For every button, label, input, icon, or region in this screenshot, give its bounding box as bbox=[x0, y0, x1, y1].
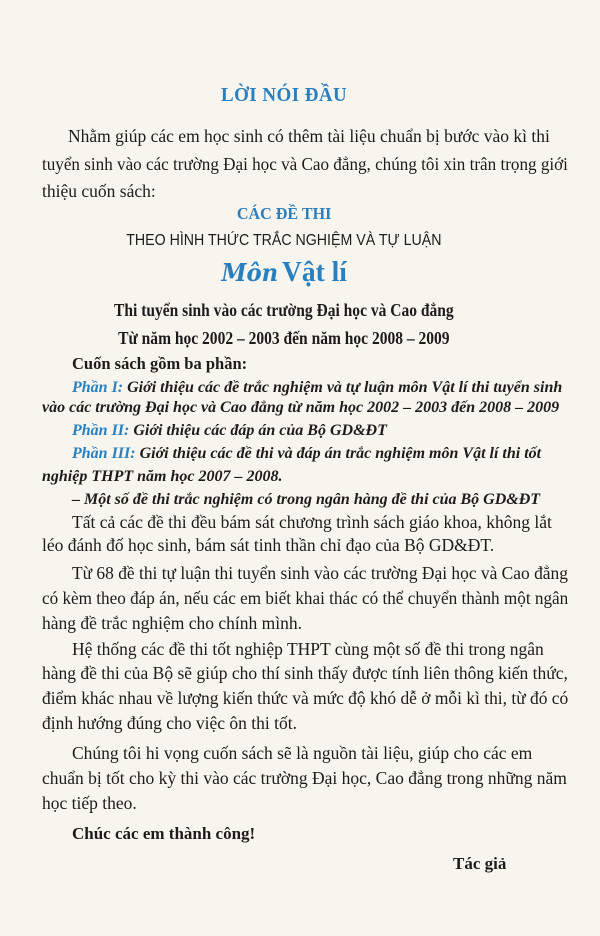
author-signature: Tác giả bbox=[453, 854, 507, 873]
part-1-text: Giới thiệu các đề trắc nghiệm và tự luận môn Vật lí thi tuyển sinh bbox=[127, 379, 563, 396]
part-3-text: Giới thiệu các đề thi và đáp án trắc nghiệm môn Vật lí thi tốt bbox=[139, 445, 542, 462]
years-line: Từ năm học 2002 – 2003 đến năm học 2008 – 2009 bbox=[118, 328, 450, 348]
part-1-label: Phần I: bbox=[72, 379, 124, 396]
body-p3-line-3: điểm khác nhau về lượng kiến thức và mức độ khó dễ ở mỗi kì thi, từ đó có bbox=[42, 688, 569, 708]
part-1-line-2: vào các trường Đại học và Cao đẳng từ năm học 2002 – 2003 đến 2008 – 2009 bbox=[42, 399, 560, 416]
body-p4-line-3: học tiếp theo. bbox=[42, 793, 137, 813]
body-p2-line-3: hàng đề trắc nghiệm cho chính mình. bbox=[42, 613, 302, 633]
book-subheading: THEO HÌNH THỨC TRẮC NGHIỆM VÀ TỰ LUẬN bbox=[126, 232, 442, 249]
body-p3-line-1: Hệ thống các đề thi tốt nghiệp THPT cùng một số đề thi trong ngân bbox=[72, 639, 544, 659]
part-2-line bbox=[72, 423, 387, 439]
part-3-label: Phần III: bbox=[72, 445, 136, 462]
subject-name: Vật lí bbox=[281, 256, 347, 288]
intro-line-1: Nhằm giúp các em học sinh có thêm tài liệu chuẩn bị bước vào kì thi bbox=[68, 126, 550, 146]
exam-line: Thi tuyển sinh vào các trường Đại học và Cao đẳng bbox=[114, 300, 454, 320]
part-1-line-1 bbox=[72, 380, 562, 396]
body-p2-line-2: có kèm theo đáp án, nếu các em biết khai thác có thể chuyển thành một ngân bbox=[42, 588, 569, 608]
body-p4-line-2: chuẩn bị tốt cho kỳ thi vào các trường Đại học, Cao đẳng trong những năm bbox=[42, 768, 567, 788]
body-p3-line-4: định hướng đúng cho việc ôn thi tốt. bbox=[42, 713, 297, 733]
closing-greeting: Chúc các em thành công! bbox=[72, 824, 256, 843]
intro-line-2: tuyển sinh vào các trường Đại học và Cao đẳng, chúng tôi xin trân trọng giới bbox=[42, 154, 568, 174]
body-p1-line-2: léo đánh đố học sinh, bám sát tinh thần chỉ đạo của Bộ GD&ĐT. bbox=[42, 535, 495, 555]
part-3-line-2: nghiệp THPT năm học 2007 – 2008. bbox=[42, 468, 283, 485]
body-p3-line-2: hàng đề thi của Bộ sẽ giúp cho thí sinh thấy được tính liên thông kiến thức, bbox=[42, 663, 568, 683]
part-3-line-3: – Một số đề thi trắc nghiệm có trong ngân hàng đề thi của Bộ GD&ĐT bbox=[72, 491, 541, 508]
body-p1-line-1: Tất cả các đề thi đều bám sát chương trình sách giáo khoa, không lắt bbox=[72, 512, 552, 532]
part-3-line-1 bbox=[72, 446, 541, 462]
book-heading: CÁC ĐỀ THI bbox=[236, 204, 332, 223]
body-p2-line-1: Từ 68 đề thi tự luận thi tuyển sinh vào các trường Đại học và Cao đẳng bbox=[72, 563, 568, 583]
subject-title bbox=[0, 258, 568, 287]
body-p4-line-1: Chúng tôi hi vọng cuốn sách sẽ là nguồn tài liệu, giúp cho các em bbox=[72, 743, 533, 763]
page-title: LỜI NÓI ĐẦU bbox=[220, 84, 348, 106]
part-2-text: Giới thiệu các đáp án của Bộ GD&ĐT bbox=[133, 422, 387, 439]
part-2-label: Phần II: bbox=[72, 422, 130, 439]
intro-line-3: thiệu cuốn sách: bbox=[42, 181, 156, 201]
parts-intro: Cuốn sách gồm ba phần: bbox=[72, 354, 248, 373]
subject-prefix: Môn bbox=[221, 258, 279, 287]
